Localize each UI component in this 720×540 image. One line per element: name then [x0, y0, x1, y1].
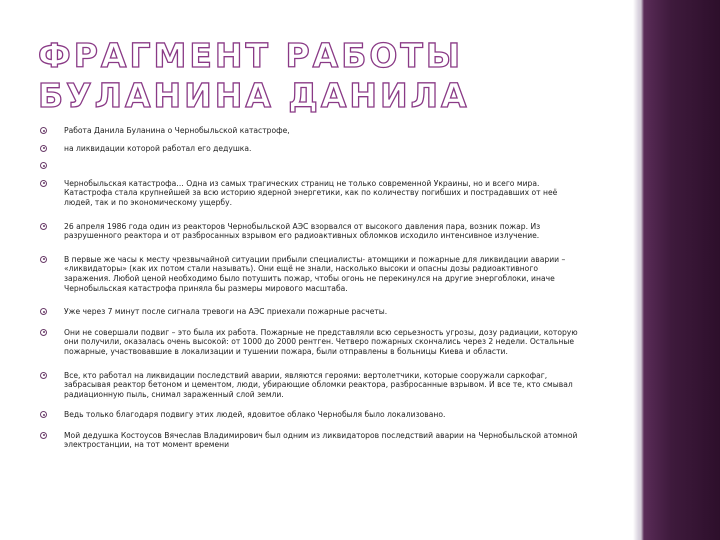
circle-bullet-icon — [40, 162, 47, 169]
list-item — [40, 126, 585, 136]
list-item — [40, 410, 585, 420]
circle-bullet-icon — [40, 180, 47, 187]
decorative-side-panel — [639, 0, 720, 540]
paragraph-text: Уже через 7 минут после сигнала тревоги на АЭС приехали пожарные расчеты. — [64, 307, 388, 317]
circle-bullet-icon — [40, 411, 47, 418]
list-item — [40, 307, 585, 317]
paragraph-text: Мой дедушка Костоусов Вячеслав Владимирович был одним из ликвидаторов последствий аварии на Чернобыльской атомной электростанции, на тот момент времени — [64, 430, 578, 450]
circle-bullet-icon — [40, 308, 47, 315]
circle-bullet-icon — [40, 127, 47, 134]
list-item — [40, 222, 585, 241]
list-item — [40, 431, 585, 450]
list-item — [40, 255, 585, 293]
paragraph-text: Они не совершали подвиг – это была их работа. Пожарные не представляли всю серьезность угрозы, дозу радиации, которую они получили, оказалась очень высокой: от 1000 до 2000 рентген. Четверо пожарных скончались через 2 недели. Остальные пожарные, участвовавшие в локализации и тушении пожара, были отправлены в больницы Киева и области. — [64, 327, 578, 356]
circle-bullet-icon — [40, 223, 47, 230]
paragraph-text: на ликвидации которой работал его дедушка. — [64, 143, 252, 153]
circle-bullet-icon — [40, 432, 47, 439]
page-title: ФРАГМЕНТ РАБОТЫ БУЛАНИНА ДАНИЛА — [38, 36, 470, 115]
list-item — [40, 144, 585, 154]
bullet-list — [40, 126, 585, 450]
circle-bullet-icon — [40, 256, 47, 263]
list-item — [40, 179, 585, 208]
circle-bullet-icon — [40, 329, 47, 336]
list-item — [40, 371, 585, 400]
list-item — [40, 161, 585, 171]
paragraph-text: Работа Данила Буланина о Чернобыльской катастрофе, — [64, 126, 290, 135]
paragraph-text: 26 апреля 1986 года один из реакторов Чернобыльской АЭС взорвался от высокого давления пара, возник пожар. Из разрушенного реактора и от разбросанных взрывом его радиоактивных обломков исходило интенсивное излучение. — [64, 221, 541, 241]
paragraph-text: В первые же часы к месту чрезвычайной ситуации прибыли специалисты- атомщики и пожарные для ликвидации аварии – «ликвидаторы» (как их потом стали называть). Они ещё не знали, насколько высоки и опасны дозы радиоактивного заражения. Любой ценой необходимо было потушить пожар, чтобы огонь не перекинулся на другие энергоблоки, иначе Чернобыльская катастрофа приняла бы размеры мирового масштаба. — [64, 254, 566, 293]
list-item — [40, 328, 585, 357]
circle-bullet-icon — [40, 145, 47, 152]
paragraph-text: Ведь только благодаря подвигу этих людей, ядовитое облако Чернобыля было локализовано. — [64, 410, 446, 420]
circle-bullet-icon — [40, 372, 47, 379]
paragraph-text: Чернобыльская катастрофа… Одна из самых трагических страниц не только современной Украины, но и всего мира. Катастрофа стала крупнейшей за всю историю ядерной энергетики, как по количеству погибших и пострадавших от неё людей, так и по экономическому ущербу. — [64, 178, 558, 207]
paragraph-text: Все, кто работал на ликвидации последствий аварии, являются героями: вертолетчики, которые сооружали саркофаг, забрасывая реактор бетоном и цементом, люди, убирающие обломки реактора, разбросанные взрывом. И все те, кто смывал радиационную пыль, снимал зараженный слой земли. — [64, 370, 573, 399]
